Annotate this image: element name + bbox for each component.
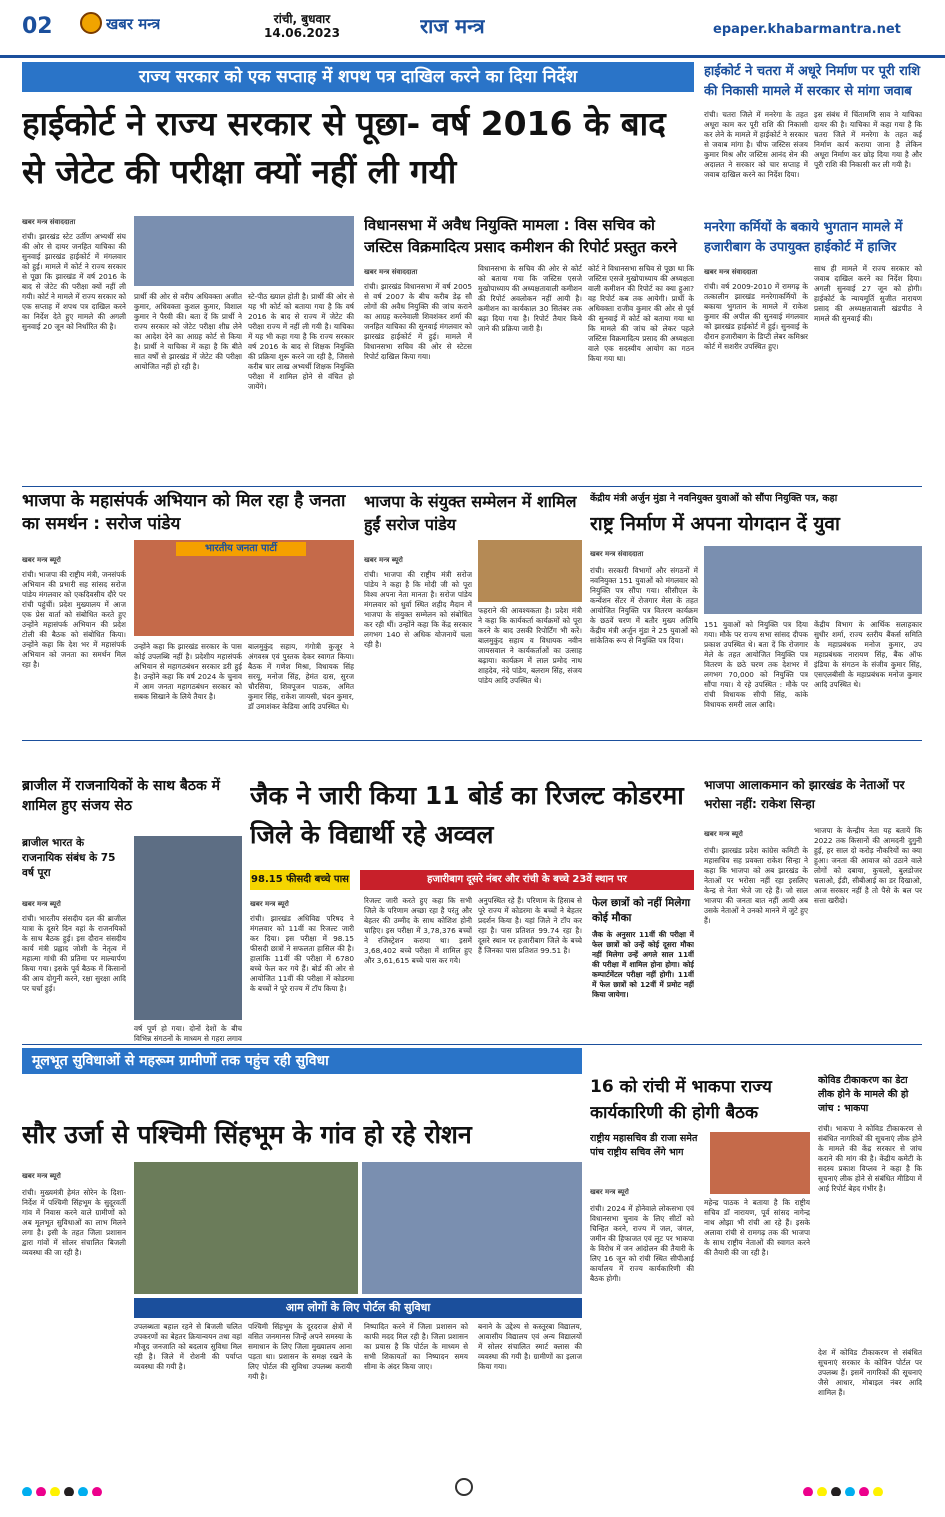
lead-kicker: राज्य सरकार को एक सप्ताह में शपथ पत्र दाखिल करने का दिया निर्देश [22,62,694,92]
dateline [262,12,342,40]
manrega-text-col1: रांची। वर्ष 2009-2010 में रामगढ़ के तत्कालीन झारखंड मनरेगाकर्मियों के बकाया भुगतान के मामले में राकेश कुमार की अपील की सुनवाई मंगलवार को झारखंड हाईकोर्ट में हुई। सुनवाई के दौरान हजारीबाग के डिप्टी लेबर कमिश्नर कोर्ट में सशरीर उपस्थित हुए। [704,282,808,351]
sampark-headline: भाजपा के महासंपर्क अभियान को मिल रहा है जनता का समर्थन : सरोज पांडेय [22,491,346,534]
vidhansabha-byline: खबर मन्त्र संवाददाता [364,268,418,276]
chatra-text-col1: रांची। चतरा जिले में मनरेगा के तहत अधूरा काम कर पूरी राशि की निकासी कर लेने के मामले में हाईकोर्ट ने सरकार से जवाब मांगा है। चीफ जस्टिस संजय कुमार मिश्र और जस्टिस आनंद सेन की अदालत ने सरकार को चार सप्ताह में जवाब दाखिल करने का निर्देश दिया। [704,110,808,179]
yuva-text-col2: 151 युवाओं को नियुक्ति पत्र दिया गया। मौके पर राज्य सभा सांसद दीपक प्रकाश उपस्थित थे। बता दें कि रोजगार मेले के तहत आयोजित नियुक्ति पत्र वितरण के छठे चरण तक देशभर में लगभग 70,000 को नियुक्ति पत्र सौंपा गया। ये रहे उपस्थित : मौके पर रांची विधायक सीपी सिंह, कांके विधायक समरी लाल आदि। [704,620,808,709]
bhakpa-caption: राष्ट्रीय महासचिव डी राजा समेत पांच राष्ट्रीय सचिव लेंगे भाग [590,1133,698,1158]
jac-byline: खबर मन्त्र ब्यूरो [250,900,289,908]
sammelan-photo [478,540,582,602]
sammelan-text-col1: रांची। भाजपा की राष्ट्रीय मंत्री सरोज पांडेय ने कहा है कि मोदी जी को पूरा विश्व अपना नेता मानता है। सरोज पांडेय मंगलवार को धुर्वा स्थित शहीद मैदान में भाजपा के संयुक्त सम्मेलन को संबोधित कर रही थीं। उन्होंने कहा कि केंद्र सरकार लगभग 140 से अधिक योजनायें चला रही है। [364,570,472,649]
jac-fail-head: फेल छात्रों को नहीं मिलेगा कोई मौका [592,897,691,924]
covid-text-col1: रांची। भाकपा ने कोविड टीकाकरण से संबंधित नागरिकों की सूचनाएं लीक होने के मामले की केंद्र सरकार से जांच कराने की मांग की है। केंद्रीय कमेटी के सदस्य प्रकाश विप्लव ने कहा है कि सूचनाएं लीक होने से संबंधित मीडिया में आई रिपोर्ट बेहद गंभीर है। [818,1124,922,1193]
covid-text-col2: देश में कोविड टीकाकरण से संबंधित सूचनाएं सरकार के कोविन पोर्टल पर उपलब्ध हैं। इसमें नागरिकों की सूचनाएं जैसे आधार, मोबाइल नंबर आदि शामिल हैं। [818,1348,922,1397]
lead-text-col2: प्रार्थी की ओर से वरीय अधिवक्ता अजीत कुमार, अधिवक्ता कुशल कुमार, विशाल कुमार ने पैरवी की। बता दें कि प्रार्थी ने राज्य सरकार को जेटेट परीक्षा शीघ्र लेने का आदेश देने का आग्रह कोर्ट से किया है। प्रार्थी ने याचिका में कहा है कि बीते सात वर्षों से झारखंड में जेटेट की परीक्षा आयोजित नहीं हो रही है। [134,292,242,371]
sampark-text-col3: बालमुकुंद सहाय, गंगोत्री कुजूर ने अंगवस्त्र एवं पुस्तक देकर स्वागत किया। बैठक में गणेश मिश्रा, विधायक सिंह सरयू, मनोज सिंह, हेमंत दास, सुरज चौरसिया, शिवपूजन पाठक, अमित कुमार सिंह, राकेश जायसी, चंदन कुमार, डॉ उमाशंकर केडिया आदि उपस्थित थे। [248,642,354,711]
jac-fail-text: जैक के अनुसार 11वीं की परीक्षा में फेल छात्रों को उन्हें कोई दूसरा मौका नहीं मिलेगा उन्हें अगले साल 11वीं की परीक्षा में शामिल होना होगा। कोई कम्पार्टमेंटल परीक्षा नहीं होगी। 11वीं में फेल छात्रों को 12वीं में प्रमोट नहीं किया जायेगा। [592,930,694,999]
solar-headline: सौर उर्जा से पश्चिमी सिंहभूम के गांव हो रहे रोशन [22,1120,472,1149]
brazil-text-col1: रांची। भारतीय संसदीय दल की ब्राजील यात्रा के दूसरे दिन वहां के राजनयिकों के साथ बैठक हुई। इस दौरान संसदीय कार्य मंत्री प्रह्लाद जोशी के नेतृत्व में महात्मा गांधी की प्रतिमा पर माल्यार्पण किया गया। इसके पूर्व बैठक में किसानों की आय दोगुनी करने, रक्षा सुरक्षा आदि पर चर्चा हुई। [22,914,126,993]
alakaman-headline: भाजपा आलाकमान को झारखंड के नेताओं पर भरोसा नहीं: राकेश सिन्हा [704,778,905,811]
alakaman-byline: खबर मन्त्र ब्यूरो [704,830,743,838]
epaper-url[interactable]: epaper.khabarmantra.net [713,22,901,37]
yuva-photo [704,546,922,614]
portal-tag: आम लोगों के लिए पोर्टल की सुविधा [134,1298,582,1318]
divider [22,486,922,487]
vidhansabha-headline: विधानसभा में अवैध नियुक्ति मामला : विस सचिव को जस्टिस विक्रमादित्य प्रसाद कमीशन की रिपोर्ट प्रस्तुत करने [364,216,677,256]
sampark-text-col1: रांची। भाजपा की राष्ट्रीय मंत्री, जनसंपर्क अभियान की प्रभारी सह सांसद सरोज पांडेय मंगलवार को एकदिवसीय दौरे पर रांची पहुंचीं। प्रदेश मुख्यालय में आज एक प्रेस वार्ता को संबोधित करते हुए उन्होंने महासंपर्क अभियान की प्रदेश टोली की बैठक को संबोधित किया। उन्होंने कहा कि देश भर में महासंपर्क अभियान को जनता का समर्थन मिल रहा है। [22,570,126,669]
jac-district-tag: हजारीबाग दूसरे नंबर और रांची के बच्चे 23वें स्थान पर [360,870,694,890]
manrega-text-col2: साथ ही मामले में राज्य सरकार को जवाब दाखिल करने का निर्देश दिया। अगली सुनवाई 27 जून को होगी। हाईकोर्ट के न्यायमूर्ति सुजीत नारायण प्रसाद की अध्यक्षतावाली खंडपीठ ने मामले की सुनवाई की। [814,264,922,323]
brazil-text-col2: वर्ष पूर्ण हो गया। दोनों देशों के बीच विभिन्न संगठनों के माध्यम से गहरा लगाव [134,1024,242,1043]
solar-byline: खबर मन्त्र ब्यूरो [22,1172,61,1180]
issue-date: 14.06.2023 [264,26,340,40]
sampark-text-col2: उन्होंने कहा कि झारखंड सरकार के पास कोई उपलब्धि नहीं है। प्रदेशीय महासंपर्क अभियान से महागठबंधन सरकार डरी हुई है। उन्होंने कहा कि वर्ष 2024 के चुनाव में आम जनता महागठबंधन सरकार को सबक सिखाने के लिये तैयार है। [134,642,242,701]
jac-text-col2: रिजल्ट जारी करते हुए कहा कि सभी जिले के परिणाम अच्छा रहा है परंतु और बेहतर की उम्मीद के साथ कोशिश होनी चाहिए। इस परीक्षा में 3,78,376 बच्चों ने रजिस्ट्रेशन कराया था। इसमें 3,68,402 बच्चे परीक्षा में शामिल हुए और 3,61,615 बच्चे पास कर गये। [364,896,472,965]
covid-headline: कोविड टीकाकरण का डेटा लीक होने के मामले की हो जांच : भाकपा [818,1075,909,1114]
alakaman-text-col1: रांची। झारखंड प्रदेश कांग्रेस कमिटी के महासचिव सह प्रवक्ता राकेश सिन्हा ने कहा कि भाजपा को अब झारखंड के नेताओं पर भरोसा नहीं रहा इसलिए केन्द्र से नेता भेजे जा रहे हैं। जो साल भाजपा की जनता बात नहीं आयी अब उसके नेताओं ने उनको मानने में जुटे हुए हैं। [704,846,808,925]
manrega-headline: मनरेगा कर्मियों के बकाये भुगतान मामले में हजारीबाग के उपायुक्त हाईकोर्ट में हाजिर [704,220,903,255]
jac-text-col1: रांची। झारखंड अधिविद्य परिषद ने मंगलवार को 11वीं का रिजल्ट जारी कर दिया। इस परीक्षा में 98.15 फीसदी छात्रों ने सफलता हासिल की है। हालांकि 11वीं की परीक्षा में 6780 बच्चे फेल कर गये हैं। बोर्ड की ओर से आयोजित 11वीं की परीक्षा में कोडरमा के बच्चों ने पूरे राज्य में टॉप किया है। [250,914,354,993]
village-photo [362,1162,582,1294]
divider [22,1044,922,1045]
bhakpa-byline: खबर मन्त्र ब्यूरो [590,1188,629,1196]
solar-text-col1: रांची। मुख्यमंत्री हेमंत सोरेन के दिशा-निर्देश में पश्चिमी सिंहभूम के सुदूरवर्ती गांव में निवास करने वाले ग्रामीणों को अब मूलभूत सुविधाओं का लाभ मिलने लगा है। इसी के तहत जिला प्रशासन द्वारा गांवों में सोलर संचालित बिजली व्यवस्था की जा रही है। [22,1188,126,1257]
high-court-photo [134,216,354,286]
vidhansabha-text-col2: विधानसभा के सचिव की ओर से कोर्ट को बताया गया कि जस्टिस एसजे मुखोपाध्याय की अध्यक्षतावाली कमीशन की रिपोर्ट अवलोकन नहीं आयी है। कमीशन का कार्यकाल 30 सितंबर तक बढ़ा दिया गया है। रिपोर्ट तैयार किये जाने की प्रक्रिया जारी है। [478,264,582,333]
gandhi-statue-photo [134,836,242,1020]
city-day: रांची, बुधवार [273,12,331,26]
brand-name: खबर मन्त्र [106,15,161,33]
divider [22,740,922,741]
brazil-subhead: ब्राजील भारत के राजनायिक संबंध के 75 वर्ष पूरा [22,837,116,879]
lead-byline: खबर मन्त्र संवाददाता [22,218,76,226]
brazil-headline: ब्राजील में राजनायिकों के साथ बैठक में शामिल हुए संजय सेठ [22,778,221,814]
lead-text-col1: रांची। झारखंड स्टेट उर्तीण अभ्यर्थी संघ की ओर से दायर जनहित याचिका की सुनवाई झारखंड हाईकोर्ट में मंगलवार को हुई। मामले में कोर्ट ने राज्य सरकार से पूछा कि झारखंड में वर्ष 2016 के बाद से जेटेट की परीक्षा क्यों नहीं ली गयी। कोर्ट ने मामले में राज्य सरकार को एक सप्ताह में शपथ पत्र दाखिल करने का निर्देश देते हुए मामले की अगली सुनवाई 20 जून को निर्धारित की है। [22,232,126,331]
solar-kicker: मूलभूत सुविधाओं से महरूम ग्रामीणों तक पहुंच रही सुविधा [22,1048,582,1074]
yuva-text-col3: केंद्रीय विभाग के आर्थिक सलाहकार सुधीर शर्मा, राज्य स्तरीय बैंकर्स समिति के महाप्रबंधक मनोज कुमार, उप महाप्रबंधक नारायण सिंह, बैंक ऑफ इंडिया के संगठन के संजीव कुमार सिंह, एसएलबीसी के महाप्रबंधक मनोज कुमार आदि उपस्थित थे। [814,620,922,689]
solar-text-col5: बनाने के उद्देश्य से कस्तूरबा विद्यालय, आवासीय विद्यालय एवं अन्य विद्यालयों में सोलर संचालित स्मार्ट क्लास की व्यवस्था की गयी है। ग्रामीणों का इलाज किया गया। [478,1322,582,1371]
yuva-kicker: केंद्रीय मंत्री अर्जुन मुंडा ने नवनियुक्त युवाओं को सौंपा नियुक्ति पत्र, कहा [590,493,838,504]
sammelan-headline: भाजपा के संयुक्त सम्मेलन में शामिल हुईं सरोज पांडेय [364,492,577,534]
jac-pass-tag: 98.15 फीसदी बच्चे पास [250,870,350,890]
solar-panel-photo [134,1162,358,1294]
sampark-byline: खबर मन्त्र ब्यूरो [22,556,61,564]
chatra-text-col2: इस संबंध में चिंतामणि साव ने याचिका दायर की है। याचिका में कहा गया है कि चतरा जिले में मनरेगा के तहत कई निर्माण कार्य कराया जाना है लेकिन अधूरा निर्माण कर छोड़ दिया गया है और पूरी राशि की निकासी कर ली गयी है। [814,110,922,169]
chatra-headline: हाईकोर्ट ने चतरा में अधूरे निर्माण पर पूरी राशि की निकासी मामले में सरकार से मांगा जवाब [704,64,921,99]
bhakpa-headline: 16 को रांची में भाकपा राज्य कार्यकारिणी की होगी बैठक [590,1077,772,1123]
color-registration-right [803,1482,923,1496]
alakaman-text-col2: भाजपा के केन्द्रीय नेता यह बतायें कि 2022 तक किसानों की आमदनी दुगुनी हुई, हर साल दो करोड़ नौकरियों का क्या हुआ। जनता की आवाज को उठाने वाले लोगों को दबाया, कुचलो, बुलडोजर चलाओ, ईडी, सीबीआई का डर दिखाओ, आज सरकार नहीं है तो पैसे के बल पर सत्ता खरीदो। [814,826,922,905]
solar-text-col2: उपलब्धता बहाल रहने से बिजली चलित उपकरणों का बेहतर क्रियान्वयन तथा वहां मौजूद जनजाति को बदलाव सुविधा मिल रही है। जिले में रोशनी की पर्याप्त व्यवस्था की गयी है। [134,1322,242,1371]
sammelan-text-col2: फहराने की आवश्यकता है। प्रदेश मंत्री ने कहा कि कार्यकर्ता कार्यक्रमों को पूरा करने के बाद उसकी रिपोर्टिंग भी करें। बालमुकुंद सहाय व विधायक नवीन जायसवाल ने कार्यकर्ताओं का उत्साह बढ़ाया। कार्यक्रम में लाल प्रमोद नाथ शाहदेव, नंदे पांडेय, बलराम सिंह, संजय पांडेय आदि उपस्थित थे। [478,606,582,685]
yuva-headline: राष्ट्र निर्माण में अपना योगदान दें युवा [590,513,840,535]
brazil-byline: खबर मन्त्र ब्यूरो [22,900,61,908]
brand-logo-icon [80,12,102,34]
vidhansabha-text-col1: रांची। झारखंड विधानसभा में वर्ष 2005 से वर्ष 2007 के बीच करीब डेढ़ सौ लोगों की अवैध नियुक्ति की जांच कराने का आग्रह करनेवाली शिवशंकर शर्मा की जनहित याचिका की सुनवाई मंगलवार को झारखंड हाईकोर्ट में हुई। मामले में विधानसभा सचिव की ओर से स्टेटस रिपोर्ट दाखिल किया गया। [364,282,472,361]
solar-text-col3: पश्चिमी सिंहभूम के दूरदराज क्षेत्रों में वसित जनमानस जिन्हें अपने समस्या के समाधान के लिए जिला मुख्यालय आना पड़ता था। प्रशासन के समक्ष रखने के लिए पोर्टल की सुविधा उपलब्ध करायी गयी है। [248,1322,352,1381]
sammelan-byline: खबर मन्त्र ब्यूरो [364,556,403,564]
yuva-text-col1: रांची। सरकारी विभागों और संगठनों में नवनियुक्त 151 युवाओं को मंगलवार को नियुक्ति पत्र सौंपा गया। सीसीएल के कन्वेंशन सेंटर में रोजगार मेला के तहत आयोजित नियुक्ति पत्र वितरण कार्यक्रम के छठवें चरण में बतौर मुख्य अतिथि केंद्रीय मंत्री अर्जुन मुंडा ने 25 युवाओं को सांकेतिक रूप से नियुक्ति पत्र दिया। [590,566,698,645]
vidhansabha-text-col3: कोर्ट ने विधानसभा सचिव से पूछा था कि जस्टिस एसजे मुखोपाध्याय की अध्यक्षता वाली कमीशन की रिपोर्ट का क्या हुआ? वह रिपोर्ट कब तक आयेगी। प्रार्थी के अधिवक्ता राजीव कुमार की ओर से पूर्व की सुनवाई में कोर्ट को बताया गया था कि मामले की जांच को लेकर पहले जस्टिस विक्रमादित्य प्रसाद की अध्यक्षता वाले एक सदस्यीय आयोग का गठन किया गया था। [588,264,694,363]
manrega-byline: खबर मन्त्र संवाददाता [704,268,758,276]
bhakpa-text-col1: रांची। 2024 में होनेवाले लोकसभा एवं विधानसभा चुनाव के लिए सीटों को चिन्हित करने, राज्य में जल, जंगल, जमीन की हिफाजत एवं लूट पर भाकपा के विरोध में जन आंदोलन की तैयारी के लिए 16 जून को रांची स्थित सीपीआई कार्यालय में राज्य कार्यकारिणी की बैठक होगी। [590,1204,694,1283]
lead-headline: हाईकोर्ट ने राज्य सरकार से पूछा- वर्ष 2016 के बाद से जेटेट की परीक्षा क्यों नहीं ली गयी [22,104,666,191]
jac-headline: जैक ने जारी किया 11 बोर्ड का रिजल्ट कोडरमा जिले के विद्यार्थी रहे अव्वल [250,781,684,849]
section-title: राज मन्त्र [420,14,485,38]
color-registration-left [22,1482,142,1496]
bjp-banner: भारतीय जनता पार्टी [176,542,306,556]
registration-target-icon [455,1478,473,1496]
yuva-byline: खबर मन्त्र संवाददाता [590,550,644,558]
bhakpa-photo [710,1132,810,1194]
jac-text-col3: अनुपस्थित रहे हैं। परिणाम के हिसाब से पूरे राज्य में कोडरमा के बच्चों ने बेहतर प्रदर्शन किया है। यहां जिले ने टॉप कर रहा है। पास प्रतिशत 99.74 रहा है। दूसरे स्थान पर हजारीबाग जिले के बच्चे हैं जिनका पास प्रतिशत 99.51 है। [478,896,582,955]
solar-text-col4: निष्पादित करने में जिला प्रशासन को काफी मदद मिल रही है। जिला प्रशासन का प्रयास है कि पोर्टल के माध्यम से सभी शिकायतों का निष्पादन समय सीमा के अंदर किया जाए। [364,1322,468,1371]
page-number: 02 [22,14,53,39]
lead-text-col3: स्टे-पीठ ख्याल होती है। प्रार्थी की ओर से यह भी कोर्ट को बताया गया है कि वर्ष 2016 के बाद से राज्य में जेटेट की परीक्षा राज्य में नहीं ली गयी है। याचिका में यह भी कहा गया है कि राज्य सरकार वर्ष 2016 के बाद से शिक्षक नियुक्ति की प्रक्रिया शुरू करने जा रही है, जिससे करीब चार लाख अभ्यर्थी शिक्षक नियुक्ति परीक्षा में शामिल होने से वंचित हो जायेंगे। [248,292,354,391]
bhakpa-text-col2: महेन्द्र पाठक ने बताया है कि राष्ट्रीय सचिव डॉ नारायण, पूर्व सांसद नागेन्द्र नाथ ओझा भी रांची आ रहे हैं। इसके अलावा रांची से रामगढ़ तक की भाजपा के साथ राष्ट्रीय नेताओं की स्वागत करने की तैयारी की जा रही है। [704,1198,810,1257]
